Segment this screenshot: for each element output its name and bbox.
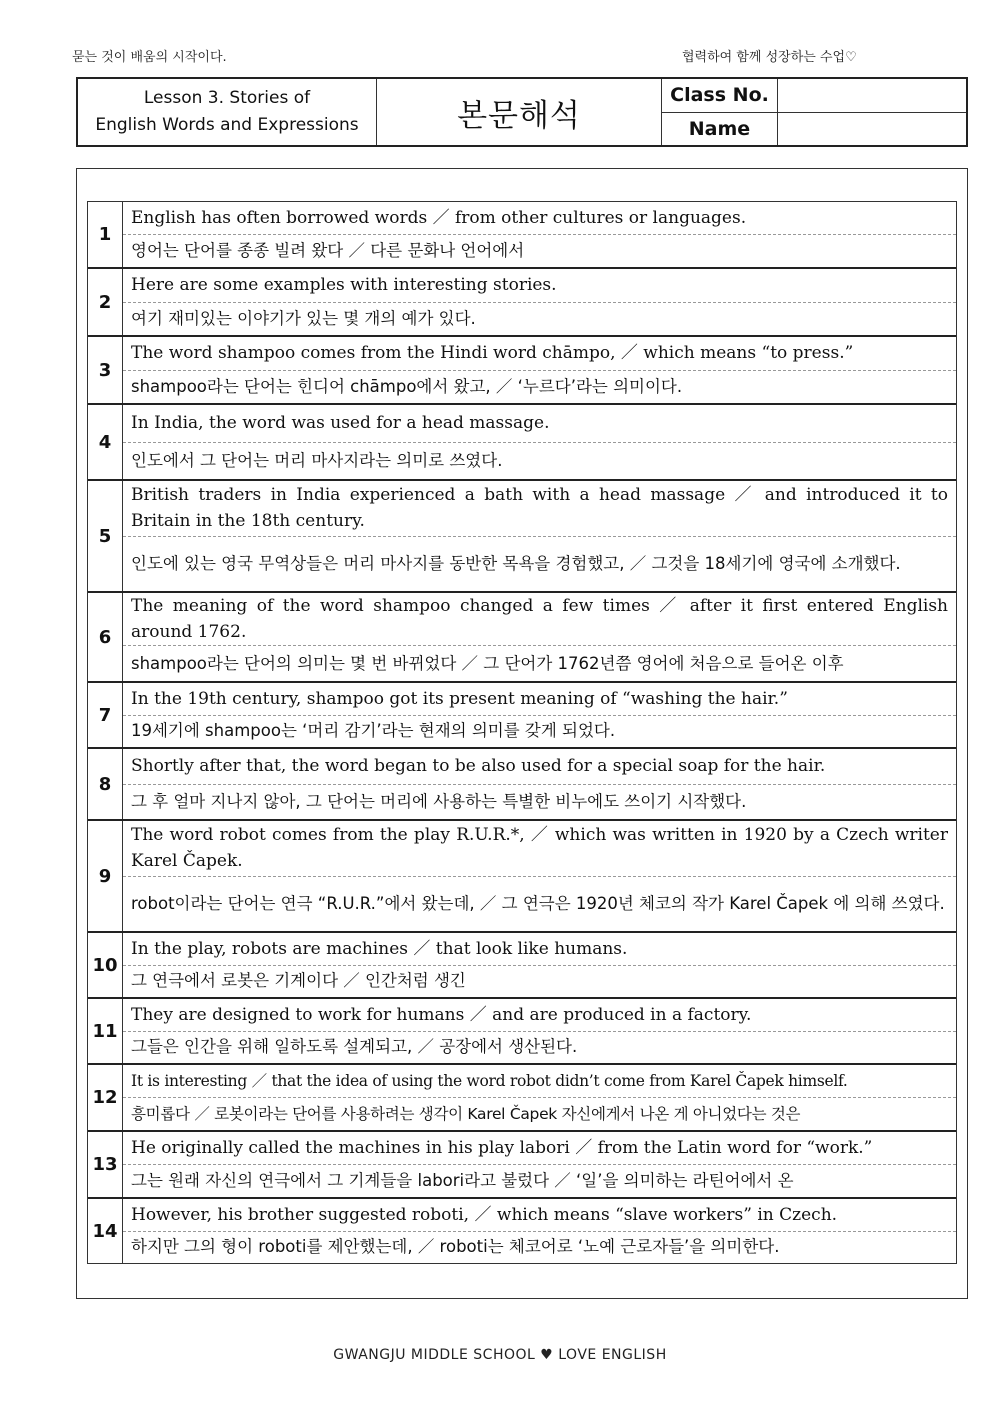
english-sentence: British traders in India experienced a bath with a head massage ／ and introduced it to Britain in the 18th century.	[123, 481, 956, 537]
table-row	[88, 593, 956, 683]
motto-left: 묻는 것이 배움의 시작이다.	[72, 50, 227, 65]
korean-translation: 영어는 단어를 종종 빌려 왔다 ／ 다른 문화나 언어에서	[131, 241, 525, 260]
korean-translation: 그는 원래 자신의 연극에서 그 기계들을 labori라고 불렀다 ／ ‘일’을 의미하는 라틴어에서 온	[131, 1171, 794, 1190]
row-number: 4	[88, 405, 123, 479]
english-sentence: It is interesting ／ that the idea of using the word robot didn’t come from Karel Čapek himself.	[123, 1065, 956, 1098]
english-sentence: In the play, robots are machines ／ that look like humans.	[123, 933, 956, 966]
korean-translation: 그들은 인간을 위해 일하도록 설계되고, ／ 공장에서 생산된다.	[131, 1037, 578, 1057]
row-number: 13	[88, 1132, 123, 1197]
english-sentence: He originally called the machines in his play labori ／ from the Latin word for “work.”	[123, 1132, 956, 1165]
lesson-title-line1: Lesson 3. Stories of	[143, 88, 311, 108]
row-number: 7	[88, 683, 123, 747]
table-row	[88, 999, 956, 1065]
motto-right: 협력하여 함께 성장하는 수업♡	[682, 50, 857, 65]
korean-translation: 하지만 그의 형이 roboti를 제안했는데, ／ roboti는 체코어로 ‘노예 근로자들’을 의미한다.	[131, 1237, 780, 1257]
row-number: 6	[88, 593, 123, 681]
korean-translation: 인도에서 그 단어는 머리 마사지라는 의미로 쓰였다.	[131, 450, 503, 470]
english-sentence: In India, the word was used for a head massage.	[123, 405, 956, 443]
korean-translation: 19세기에 shampoo는 ‘머리 감기’라는 현재의 의미를 갖게 되었다.	[131, 721, 616, 741]
table-row	[88, 821, 956, 933]
row-number: 8	[88, 749, 123, 819]
footer-school: GWANGJU MIDDLE SCHOOL ♥ LOVE ENGLISH	[333, 1347, 667, 1363]
table-row	[88, 683, 956, 749]
student-info	[662, 79, 966, 145]
row-number: 5	[88, 481, 123, 591]
lesson-title	[78, 79, 377, 145]
row-number: 10	[88, 933, 123, 997]
korean-translation: robot이라는 단어는 연극 “R.U.R.”에서 왔는데, ／ 그 연극은 1920년 체코의 작가 Karel Čapek 에 의해 쓰였다.	[131, 893, 945, 913]
table-row	[88, 1065, 956, 1132]
korean-translation: shampoo라는 단어는 힌디어 chāmpo에서 왔고, ／ ‘누르다’라는 의미이다.	[131, 376, 683, 396]
korean-translation: 흥미롭다 ／ 로봇이라는 단어를 사용하려는 생각이 Karel Čapek 자신에게서 나온 게 아니었다는 것은	[131, 1105, 801, 1123]
row-number: 3	[88, 337, 123, 403]
table-row	[88, 1199, 956, 1263]
english-sentence: The meaning of the word shampoo changed a few times ／ after it first entered English around 1762.	[123, 593, 956, 646]
lesson-title-line2: English Words and Expressions	[95, 115, 359, 135]
class-no-field[interactable]	[778, 79, 966, 112]
english-sentence: The word robot comes from the play R.U.R.*, ／ which was written in 1920 by a Czech writer Karel Čapek.	[123, 821, 956, 877]
english-sentence: The word shampoo comes from the Hindi word chāmpo, ／ which means “to press.”	[123, 337, 956, 371]
english-sentence: Here are some examples with interesting stories.	[123, 269, 956, 303]
row-number: 2	[88, 269, 123, 335]
name-label: Name	[662, 113, 778, 146]
page-title: 본문해석	[377, 79, 662, 145]
name-field[interactable]	[778, 113, 966, 146]
table-row	[88, 1132, 956, 1199]
table-row	[88, 481, 956, 593]
korean-translation: 여기 재미있는 이야기가 있는 몇 개의 예가 있다.	[131, 308, 476, 328]
class-no-label: Class No.	[662, 79, 778, 112]
table-row	[88, 337, 956, 405]
korean-translation: shampoo라는 단어의 의미는 몇 번 바뀌었다 ／ 그 단어가 1762년쯤 영어에 처음으로 들어온 이후	[131, 653, 844, 673]
row-number: 12	[88, 1065, 123, 1130]
row-number: 14	[88, 1199, 123, 1263]
korean-translation: 그 연극에서 로봇은 기계이다 ／ 인간처럼 생긴	[131, 971, 466, 991]
row-number: 1	[88, 202, 123, 267]
english-sentence: English has often borrowed words ／ from other cultures or languages.	[123, 202, 956, 235]
english-sentence: Shortly after that, the word began to be also used for a special soap for the hair.	[123, 749, 956, 785]
translation-table	[87, 201, 957, 1264]
table-row	[88, 269, 956, 337]
row-number: 11	[88, 999, 123, 1063]
worksheet-header	[76, 77, 968, 147]
row-number: 9	[88, 821, 123, 931]
english-sentence: They are designed to work for humans ／ and are produced in a factory.	[123, 999, 956, 1032]
korean-translation: 인도에 있는 영국 무역상들은 머리 마사지를 동반한 목욕을 경험했고, ／ 그것을 18세기에 영국에 소개했다.	[131, 553, 901, 573]
english-sentence: However, his brother suggested roboti, ／ which means “slave workers” in Czech.	[123, 1199, 956, 1232]
korean-translation: 그 후 얼마 지나지 않아, 그 단어는 머리에 사용하는 특별한 비누에도 쓰이기 시작했다.	[131, 791, 747, 811]
english-sentence: In the 19th century, shampoo got its present meaning of “washing the hair.”	[123, 683, 956, 716]
table-row	[88, 933, 956, 999]
table-row	[88, 405, 956, 481]
table-row	[88, 202, 956, 269]
table-row	[88, 749, 956, 821]
